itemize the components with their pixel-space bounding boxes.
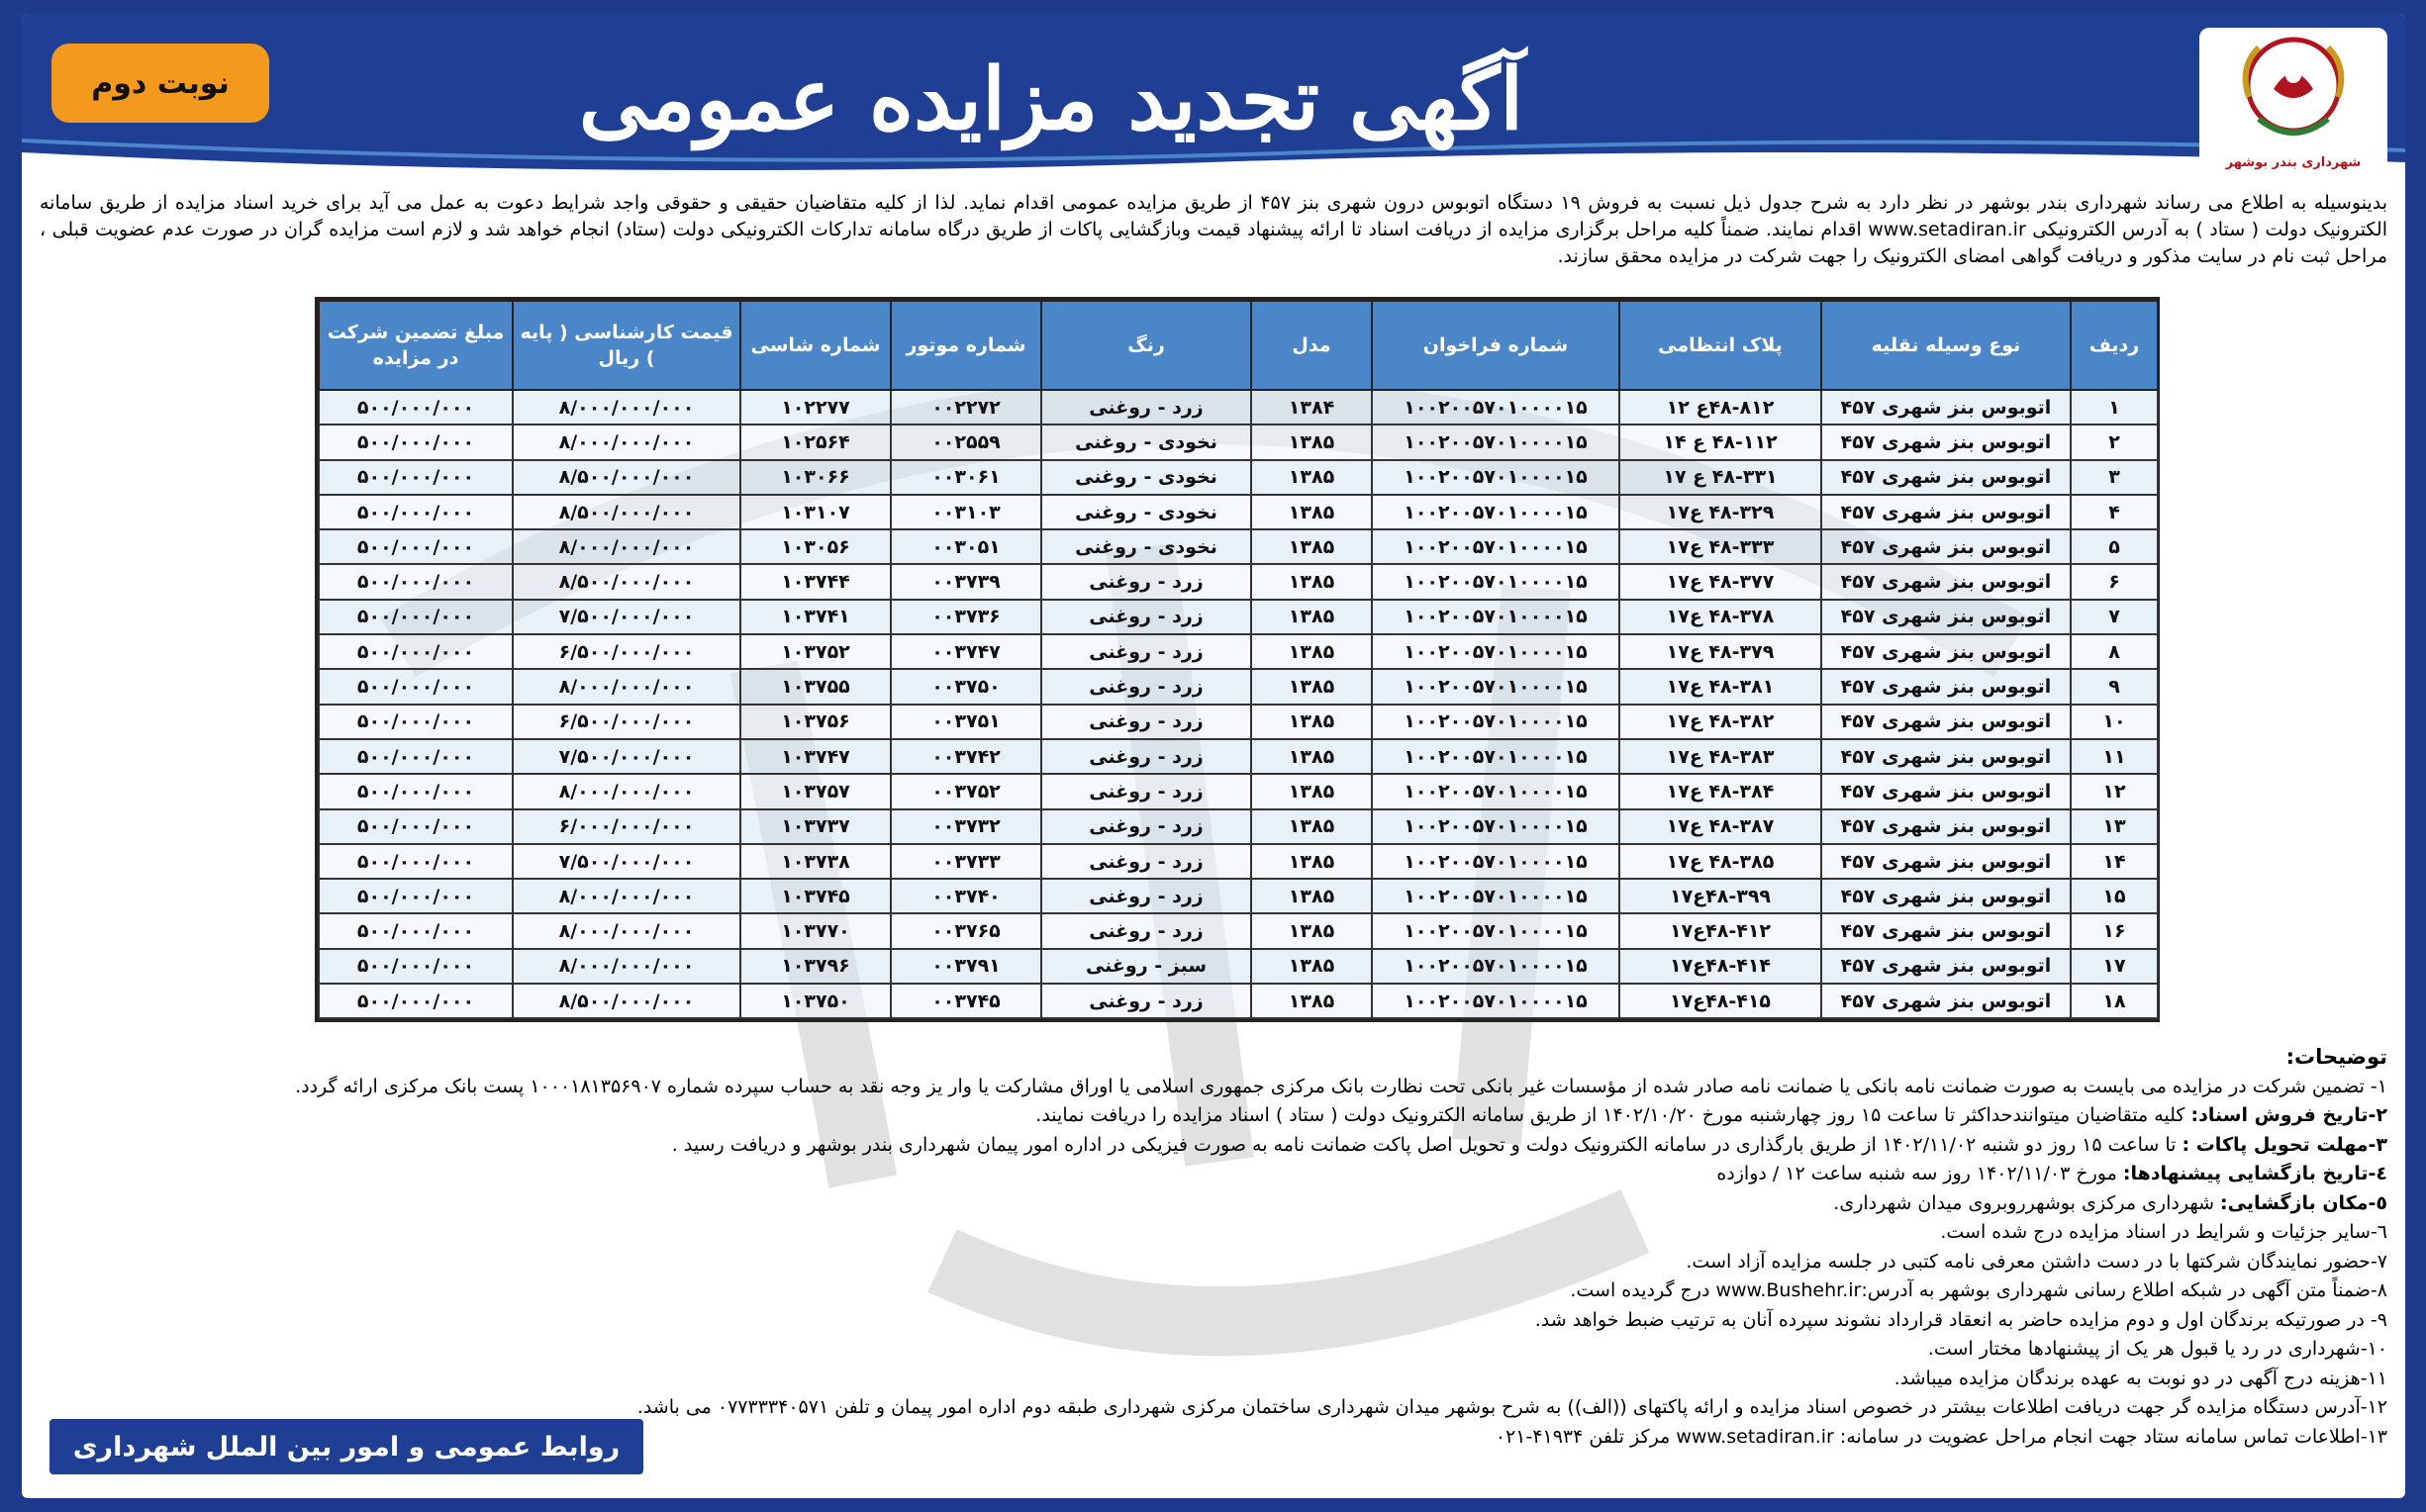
table-row — [319, 984, 2158, 1018]
cell-chassis-no: ۱۰۳۷۴۴ — [740, 564, 891, 599]
cell-engine-no: ۰۰۳۷۶۵ — [891, 913, 1041, 948]
cell-vehicle-type: اتوبوس بنز شهری ۴۵۷ — [1821, 739, 2071, 774]
cell-engine-no: ۰۰۳۰۶۱ — [891, 460, 1041, 495]
table-header-row — [319, 301, 2158, 390]
cell-base-price: ۸/۵۰۰/۰۰۰/۰۰۰ — [513, 984, 740, 1018]
cell-color: زرد - روغنی — [1041, 390, 1251, 425]
cell-call-number: ۱۰۰۲۰۰۵۷۰۱۰۰۰۰۱۵ — [1372, 984, 1619, 1018]
note-label: ۳-مهلت تحویل پاکات : — [2182, 1133, 2387, 1156]
note-text: شهرداری مرکزی بوشهرروبروی میدان شهرداری. — [1833, 1191, 2221, 1214]
cell-color: نخودی - روغنی — [1041, 460, 1251, 495]
cell-guarantee: ۵۰۰/۰۰۰/۰۰۰ — [319, 879, 513, 913]
note-item — [295, 1073, 2387, 1102]
table-row — [319, 425, 2158, 459]
cell-base-price: ۶/۰۰۰/۰۰۰/۰۰۰ — [513, 809, 740, 844]
cell-guarantee: ۵۰۰/۰۰۰/۰۰۰ — [319, 390, 513, 425]
cell-model: ۱۳۸۵ — [1251, 984, 1372, 1018]
cell-model: ۱۳۸۵ — [1251, 879, 1372, 913]
cell-color: نخودی - روغنی — [1041, 495, 1251, 529]
cell-row-no: ۱۸ — [2071, 984, 2158, 1018]
cell-vehicle-type: اتوبوس بنز شهری ۴۵۷ — [1821, 460, 2071, 495]
cell-row-no: ۱۶ — [2071, 913, 2158, 948]
cell-guarantee: ۵۰۰/۰۰۰/۰۰۰ — [319, 425, 513, 459]
cell-guarantee: ۵۰۰/۰۰۰/۰۰۰ — [319, 774, 513, 808]
cell-color: زرد - روغنی — [1041, 600, 1251, 634]
table-row — [319, 600, 2158, 634]
cell-call-number: ۱۰۰۲۰۰۵۷۰۱۰۰۰۰۱۵ — [1372, 495, 1619, 529]
cell-base-price: ۷/۵۰۰/۰۰۰/۰۰۰ — [513, 844, 740, 879]
cell-chassis-no: ۱۰۳۷۵۷ — [740, 774, 891, 808]
notes-title: توضیحات: — [2285, 1045, 2387, 1069]
note-item — [616, 1365, 2387, 1394]
table-row — [319, 390, 2158, 425]
cell-color: سبز - روغنی — [1041, 949, 1251, 984]
notes-list — [295, 1073, 2387, 1453]
cell-vehicle-type: اتوبوس بنز شهری ۴۵۷ — [1821, 949, 2071, 984]
note-item — [616, 1160, 2387, 1189]
table-row — [319, 774, 2158, 808]
cell-guarantee: ۵۰۰/۰۰۰/۰۰۰ — [319, 495, 513, 529]
cell-base-price: ۸/۰۰۰/۰۰۰/۰۰۰ — [513, 529, 740, 564]
cell-row-no: ۲ — [2071, 425, 2158, 459]
cell-call-number: ۱۰۰۲۰۰۵۷۰۱۰۰۰۰۱۵ — [1372, 600, 1619, 634]
col-header-engine-no: شماره موتور — [891, 301, 1041, 390]
cell-base-price: ۷/۵۰۰/۰۰۰/۰۰۰ — [513, 739, 740, 774]
cell-color: زرد - روغنی — [1041, 739, 1251, 774]
cell-guarantee: ۵۰۰/۰۰۰/۰۰۰ — [319, 564, 513, 599]
cell-plate: ۴۸-۳۸۱ ع۱۷ — [1619, 669, 1821, 704]
cell-row-no: ۱۲ — [2071, 774, 2158, 808]
cell-row-no: ۱۵ — [2071, 879, 2158, 913]
intro-line-2: ( ستاد ) به آدرس الکترونیکی www.setadiran.ir اقدام نمایند. ضمناً کلیه مراحل برگزاری مزایده از دریافت اسناد تا ارائه پیشنهاد قیمت وبازگشایی پاکات از طریق درگاه سامانه تدارکات الکترونیکی دولت (ستاد) انجام خواهد شد و لازم است مزایده گران در صورت عدم عضویت قبلی ، مراحل ثبت — [40, 219, 2387, 267]
cell-chassis-no: ۱۰۳۷۵۲ — [740, 634, 891, 669]
note-item — [616, 1276, 2387, 1306]
note-text: ۷-حضور نمایندگان شرکتها با در دست داشتن معرفی نامه کتبی در جلسه مزایده آزاد است. — [1686, 1250, 2387, 1273]
col-header-chassis-no: شماره شاسی — [740, 301, 891, 390]
cell-chassis-no: ۱۰۳۷۳۸ — [740, 844, 891, 879]
cell-base-price: ۸/۵۰۰/۰۰۰/۰۰۰ — [513, 564, 740, 599]
cell-row-no: ۴ — [2071, 495, 2158, 529]
cell-call-number: ۱۰۰۲۰۰۵۷۰۱۰۰۰۰۱۵ — [1372, 390, 1619, 425]
cell-base-price: ۶/۵۰۰/۰۰۰/۰۰۰ — [513, 634, 740, 669]
cell-engine-no: ۰۰۳۷۳۲ — [891, 809, 1041, 844]
cell-call-number: ۱۰۰۲۰۰۵۷۰۱۰۰۰۰۱۵ — [1372, 949, 1619, 984]
col-header-row-no: ردیف — [2071, 301, 2158, 390]
cell-color: نخودی - روغنی — [1041, 425, 1251, 459]
cell-chassis-no: ۱۰۳۰۶۶ — [740, 460, 891, 495]
col-header-vehicle-type: نوع وسیله نقلیه — [1821, 301, 2071, 390]
cell-guarantee: ۵۰۰/۰۰۰/۰۰۰ — [319, 669, 513, 704]
cell-base-price: ۸/۰۰۰/۰۰۰/۰۰۰ — [513, 425, 740, 459]
cell-vehicle-type: اتوبوس بنز شهری ۴۵۷ — [1821, 809, 2071, 844]
cell-model: ۱۳۸۵ — [1251, 495, 1372, 529]
cell-chassis-no: ۱۰۳۷۵۶ — [740, 705, 891, 739]
cell-plate: ۴۸-۱۱۲ ع ۱۴ — [1619, 425, 1821, 459]
bus-table — [315, 297, 2160, 1022]
cell-engine-no: ۰۰۳۷۴۲ — [891, 739, 1041, 774]
cell-base-price: ۸/۰۰۰/۰۰۰/۰۰۰ — [513, 774, 740, 808]
note-item — [616, 1131, 2387, 1161]
cell-row-no: ۱ — [2071, 390, 2158, 425]
cell-base-price: ۸/۰۰۰/۰۰۰/۰۰۰ — [513, 390, 740, 425]
table-row — [319, 564, 2158, 599]
col-header-guarantee: مبلغ تضمین شرکت در مزایده — [319, 301, 513, 390]
note-text: تا ساعت ۱۵ روز دو شنبه ۱۴۰۲/۱۱/۰۲ از طریق بارگذاری در سامانه الکترونیک دولت و تحویل اصل پاکت ضمانت نامه به صورت فیزیکی در اداره امور پیمان شهرداری بندر بوشهر و دریافت رسید . — [671, 1133, 2183, 1156]
cell-chassis-no: ۱۰۲۵۶۴ — [740, 425, 891, 459]
cell-engine-no: ۰۰۳۱۰۳ — [891, 495, 1041, 529]
cell-base-price: ۸/۵۰۰/۰۰۰/۰۰۰ — [513, 460, 740, 495]
note-text: ۱- تضمین شرکت در مزایده می بایست به صورت ضمانت نامه بانکی یا ضمانت نامه صادر شده از مؤسسات غیر بانکی تحت نظارت بانک مرکزی جمهوری اسلامی یا اوراق مشارکت یا وار یز وجه نقد به حساب سپرده شماره ۱۰۰۰۱۸۱۳۵۶۹۰۷ پست بانک مرکزی ارائه گردد. — [295, 1075, 2387, 1097]
cell-base-price: ۸/۰۰۰/۰۰۰/۰۰۰ — [513, 669, 740, 704]
cell-vehicle-type: اتوبوس بنز شهری ۴۵۷ — [1821, 669, 2071, 704]
note-text: ۱۱-هزینه درج آگهی در دو نوبت به عهده برندگان مزایده میباشد. — [1893, 1367, 2387, 1389]
cell-base-price: ۸/۵۰۰/۰۰۰/۰۰۰ — [513, 495, 740, 529]
cell-engine-no: ۰۰۳۷۳۶ — [891, 600, 1041, 634]
cell-call-number: ۱۰۰۲۰۰۵۷۰۱۰۰۰۰۱۵ — [1372, 739, 1619, 774]
cell-guarantee: ۵۰۰/۰۰۰/۰۰۰ — [319, 809, 513, 844]
table-row — [319, 669, 2158, 704]
note-text: کلیه متقاضیان میتوانندحداکثر تا ساعت ۱۵ روز چهارشنبه مورخ ۱۴۰۲/۱۰/۲۰ از طریق سامانه الکترونیک دولت ( ستاد ) اسناد مزایده را دریافت نمایند. — [1035, 1104, 2191, 1126]
cell-plate: ۴۸-۸۱۲ع ۱۲ — [1619, 390, 1821, 425]
cell-vehicle-type: اتوبوس بنز شهری ۴۵۷ — [1821, 774, 2071, 808]
emblem-icon — [2199, 28, 2387, 151]
cell-vehicle-type: اتوبوس بنز شهری ۴۵۷ — [1821, 600, 2071, 634]
cell-vehicle-type: اتوبوس بنز شهری ۴۵۷ — [1821, 879, 2071, 913]
cell-color: زرد - روغنی — [1041, 984, 1251, 1018]
cell-row-no: ۱۱ — [2071, 739, 2158, 774]
cell-chassis-no: ۱۰۳۱۰۷ — [740, 495, 891, 529]
cell-row-no: ۱۷ — [2071, 949, 2158, 984]
cell-vehicle-type: اتوبوس بنز شهری ۴۵۷ — [1821, 984, 2071, 1018]
cell-color: زرد - روغنی — [1041, 913, 1251, 948]
cell-base-price: ۶/۵۰۰/۰۰۰/۰۰۰ — [513, 705, 740, 739]
cell-plate: ۴۸-۳۳۱ ع ۱۷ — [1619, 460, 1821, 495]
cell-plate: ۴۸-۳۸۳ ع۱۷ — [1619, 739, 1821, 774]
cell-model: ۱۳۸۵ — [1251, 844, 1372, 879]
cell-chassis-no: ۱۰۲۲۷۷ — [740, 390, 891, 425]
cell-engine-no: ۰۰۳۷۵۲ — [891, 774, 1041, 808]
cell-plate: ۴۸-۳۷۷ ع۱۷ — [1619, 564, 1821, 599]
cell-call-number: ۱۰۰۲۰۰۵۷۰۱۰۰۰۰۱۵ — [1372, 634, 1619, 669]
cell-call-number: ۱۰۰۲۰۰۵۷۰۱۰۰۰۰۱۵ — [1372, 705, 1619, 739]
cell-engine-no: ۰۰۳۷۵۱ — [891, 705, 1041, 739]
cell-row-no: ۱۳ — [2071, 809, 2158, 844]
cell-chassis-no: ۱۰۳۷۳۷ — [740, 809, 891, 844]
cell-vehicle-type: اتوبوس بنز شهری ۴۵۷ — [1821, 705, 2071, 739]
cell-chassis-no: ۱۰۳۷۹۶ — [740, 949, 891, 984]
cell-plate: ۴۸-۳۹۹ع۱۷ — [1619, 879, 1821, 913]
cell-model: ۱۳۸۵ — [1251, 774, 1372, 808]
round-badge: نوبت دوم — [51, 44, 269, 123]
cell-engine-no: ۰۰۳۷۹۱ — [891, 949, 1041, 984]
footer-department: روابط عمومی و امور بین الملل شهرداری — [49, 1419, 643, 1474]
note-text: ۱۰-شهرداری در رد یا قبول هر یک از پیشنهادها مختار است. — [1927, 1338, 2387, 1360]
cell-model: ۱۳۸۵ — [1251, 564, 1372, 599]
cell-engine-no: ۰۰۳۷۵۰ — [891, 669, 1041, 704]
cell-engine-no: ۰۰۳۷۴۵ — [891, 984, 1041, 1018]
cell-vehicle-type: اتوبوس بنز شهری ۴۵۷ — [1821, 913, 2071, 948]
cell-model: ۱۳۸۵ — [1251, 669, 1372, 704]
cell-chassis-no: ۱۰۳۷۴۱ — [740, 600, 891, 634]
cell-color: نخودی - روغنی — [1041, 529, 1251, 564]
cell-model: ۱۳۸۵ — [1251, 705, 1372, 739]
intro-line-3: نام در سایت مذکور و دریافت گواهی امضای الکترونیک را جهت شرکت در مزایده محقق سازند. — [1557, 245, 2295, 267]
cell-model: ۱۳۸۵ — [1251, 634, 1372, 669]
note-text: ۹- در صورتیکه برندگان اول و دوم مزایده حاضر به انعقاد قرارداد نشوند سپرده آنان به ترتیب ضبط خواهد شد. — [1534, 1308, 2387, 1331]
cell-color: زرد - روغنی — [1041, 774, 1251, 808]
cell-color: زرد - روغنی — [1041, 705, 1251, 739]
cell-call-number: ۱۰۰۲۰۰۵۷۰۱۰۰۰۰۱۵ — [1372, 774, 1619, 808]
table-row — [319, 705, 2158, 739]
cell-vehicle-type: اتوبوس بنز شهری ۴۵۷ — [1821, 529, 2071, 564]
cell-call-number: ۱۰۰۲۰۰۵۷۰۱۰۰۰۰۱۵ — [1372, 669, 1619, 704]
notes-section — [295, 1043, 2387, 1452]
table-row — [319, 634, 2158, 669]
table-row — [319, 913, 2158, 948]
note-text: مورخ ۱۴۰۲/۱۱/۰۳ روز سه شنبه ساعت ۱۲ / دوازده — [1716, 1163, 2123, 1184]
note-label: ٥-مکان بازگشایی: — [2220, 1191, 2387, 1214]
cell-model: ۱۳۸۵ — [1251, 809, 1372, 844]
cell-guarantee: ۵۰۰/۰۰۰/۰۰۰ — [319, 844, 513, 879]
cell-vehicle-type: اتوبوس بنز شهری ۴۵۷ — [1821, 844, 2071, 879]
col-header-call-number: شماره فراخوان — [1372, 301, 1619, 390]
cell-guarantee: ۵۰۰/۰۰۰/۰۰۰ — [319, 984, 513, 1018]
note-item — [616, 1189, 2387, 1219]
cell-chassis-no: ۱۰۳۷۴۷ — [740, 739, 891, 774]
cell-call-number: ۱۰۰۲۰۰۵۷۰۱۰۰۰۰۱۵ — [1372, 529, 1619, 564]
logo-caption: شهرداری بندر بوشهر — [2225, 155, 2362, 170]
col-header-model: مدل — [1251, 301, 1372, 390]
table-row — [319, 739, 2158, 774]
cell-base-price: ۷/۵۰۰/۰۰۰/۰۰۰ — [513, 600, 740, 634]
table-row — [319, 844, 2158, 879]
cell-model: ۱۳۸۵ — [1251, 600, 1372, 634]
cell-call-number: ۱۰۰۲۰۰۵۷۰۱۰۰۰۰۱۵ — [1372, 425, 1619, 459]
cell-plate: ۴۸-۴۱۵ع۱۷ — [1619, 984, 1821, 1018]
cell-plate: ۴۸-۳۲۹ ع۱۷ — [1619, 495, 1821, 529]
cell-model: ۱۳۸۵ — [1251, 949, 1372, 984]
cell-row-no: ۹ — [2071, 669, 2158, 704]
note-text: ۱۲-آدرس دستگاه مزایده گر جهت دریافت اطلاعات بیشتر در خصوص اسناد مزایده و ارائه پاکتهای ((الف)) به شرح بوشهر میدان شهرداری ساختمان مرکزی شهرداری طبقه دوم اداره امور پیمان و تلفن ۰۷۷۳۳۳۴۰۵۷۱ می باشد. — [636, 1396, 2387, 1418]
cell-chassis-no: ۱۰۳۷۴۵ — [740, 879, 891, 913]
cell-engine-no: ۰۰۳۷۴۰ — [891, 879, 1041, 913]
cell-model: ۱۳۸۵ — [1251, 425, 1372, 459]
note-item — [616, 1335, 2387, 1365]
cell-row-no: ۱۴ — [2071, 844, 2158, 879]
note-item — [616, 1423, 2387, 1453]
cell-row-no: ۷ — [2071, 600, 2158, 634]
notice-sheet — [22, 14, 2405, 1498]
cell-color: زرد - روغنی — [1041, 669, 1251, 704]
cell-model: ۱۳۸۵ — [1251, 529, 1372, 564]
cell-call-number: ۱۰۰۲۰۰۵۷۰۱۰۰۰۰۱۵ — [1372, 844, 1619, 879]
cell-chassis-no: ۱۰۳۷۵۵ — [740, 669, 891, 704]
cell-base-price: ۸/۰۰۰/۰۰۰/۰۰۰ — [513, 949, 740, 984]
note-text: ۱۳-اطلاعات تماس سامانه ستاد جهت انجام مراحل عضویت در سامانه: www.setadiran.ir مرکز تلفن ۴۱۹۳۴-۰۲۱ — [1495, 1425, 2387, 1448]
note-label: ۲-تاریخ فروش اسناد: — [2190, 1104, 2387, 1126]
cell-guarantee: ۵۰۰/۰۰۰/۰۰۰ — [319, 600, 513, 634]
cell-row-no: ۱۰ — [2071, 705, 2158, 739]
cell-guarantee: ۵۰۰/۰۰۰/۰۰۰ — [319, 634, 513, 669]
cell-plate: ۴۸-۳۸۴ ع۱۷ — [1619, 774, 1821, 808]
cell-plate: ۴۸-۳۸۷ ع۱۷ — [1619, 809, 1821, 844]
cell-color: زرد - روغنی — [1041, 809, 1251, 844]
note-item — [616, 1218, 2387, 1248]
cell-plate: ۴۸-۴۱۴ع۱۷ — [1619, 949, 1821, 984]
intro-line-1: بدینوسیله به اطلاع می رساند شهرداری بندر بوشهر در نظر دارد به شرح جدول ذیل نسبت به فروش ۱۹ دستگاه اتوبوس درون شهری بنز ۴۵۷ از طریق مزایده عمومی اقدام نماید. لذا از کلیه متقاضیان حقیقی و حقوقی واجد شرایط دعوت به عمل می آید برای خرید اسناد مزایده از طریق سامانه الکترونیک دولت — [40, 192, 2387, 240]
cell-call-number: ۱۰۰۲۰۰۵۷۰۱۰۰۰۰۱۵ — [1372, 564, 1619, 599]
page-title: آگهی تجدید مزایده عمومی — [578, 49, 1524, 149]
note-label: ٤-تاریخ بازگشایی پیشنهادها: — [2122, 1163, 2387, 1184]
cell-chassis-no: ۱۰۳۷۷۰ — [740, 913, 891, 948]
cell-call-number: ۱۰۰۲۰۰۵۷۰۱۰۰۰۰۱۵ — [1372, 460, 1619, 495]
note-item — [616, 1101, 2387, 1131]
cell-plate: ۴۸-۳۸۵ ع۱۷ — [1619, 844, 1821, 879]
note-item — [616, 1248, 2387, 1277]
table-row — [319, 495, 2158, 529]
cell-color: زرد - روغنی — [1041, 879, 1251, 913]
cell-guarantee: ۵۰۰/۰۰۰/۰۰۰ — [319, 949, 513, 984]
intro-paragraph — [40, 190, 2387, 270]
cell-vehicle-type: اتوبوس بنز شهری ۴۵۷ — [1821, 564, 2071, 599]
cell-call-number: ۱۰۰۲۰۰۵۷۰۱۰۰۰۰۱۵ — [1372, 879, 1619, 913]
table-row — [319, 460, 2158, 495]
table-row — [319, 809, 2158, 844]
table-row — [319, 949, 2158, 984]
note-text: ۸-ضمناً متن آگهی در شبکه اطلاع رسانی شهرداری بوشهر به آدرس:www.Bushehr.ir درج گردیده است. — [1570, 1279, 2387, 1301]
cell-plate: ۴۸-۳۸۲ ع۱۷ — [1619, 705, 1821, 739]
cell-vehicle-type: اتوبوس بنز شهری ۴۵۷ — [1821, 634, 2071, 669]
cell-engine-no: ۰۰۲۵۵۹ — [891, 425, 1041, 459]
cell-guarantee: ۵۰۰/۰۰۰/۰۰۰ — [319, 739, 513, 774]
table-row — [319, 879, 2158, 913]
cell-plate: ۴۸-۴۱۲ع۱۷ — [1619, 913, 1821, 948]
cell-vehicle-type: اتوبوس بنز شهری ۴۵۷ — [1821, 425, 2071, 459]
table-row — [319, 529, 2158, 564]
cell-color: زرد - روغنی — [1041, 564, 1251, 599]
col-header-color: رنگ — [1041, 301, 1251, 390]
municipality-logo — [2199, 28, 2387, 176]
table-body — [319, 390, 2158, 1018]
cell-model: ۱۳۸۵ — [1251, 460, 1372, 495]
cell-engine-no: ۰۰۳۷۴۷ — [891, 634, 1041, 669]
note-item — [616, 1393, 2387, 1423]
cell-plate: ۴۸-۳۷۸ ع۱۷ — [1619, 600, 1821, 634]
cell-color: زرد - روغنی — [1041, 634, 1251, 669]
cell-guarantee: ۵۰۰/۰۰۰/۰۰۰ — [319, 460, 513, 495]
header-band — [22, 14, 2405, 182]
cell-row-no: ۳ — [2071, 460, 2158, 495]
cell-base-price: ۸/۰۰۰/۰۰۰/۰۰۰ — [513, 879, 740, 913]
cell-guarantee: ۵۰۰/۰۰۰/۰۰۰ — [319, 913, 513, 948]
col-header-plate: پلاک انتظامی — [1619, 301, 1821, 390]
cell-guarantee: ۵۰۰/۰۰۰/۰۰۰ — [319, 529, 513, 564]
cell-engine-no: ۰۰۲۲۷۲ — [891, 390, 1041, 425]
cell-engine-no: ۰۰۳۷۳۳ — [891, 844, 1041, 879]
cell-engine-no: ۰۰۳۷۳۹ — [891, 564, 1041, 599]
cell-plate: ۴۸-۳۳۳ ع۱۷ — [1619, 529, 1821, 564]
cell-model: ۱۳۸۵ — [1251, 913, 1372, 948]
cell-chassis-no: ۱۰۳۷۵۰ — [740, 984, 891, 1018]
cell-guarantee: ۵۰۰/۰۰۰/۰۰۰ — [319, 705, 513, 739]
cell-vehicle-type: اتوبوس بنز شهری ۴۵۷ — [1821, 495, 2071, 529]
cell-call-number: ۱۰۰۲۰۰۵۷۰۱۰۰۰۰۱۵ — [1372, 913, 1619, 948]
col-header-base-price: قیمت کارشناسی ( پایه ) ریال — [513, 301, 740, 390]
cell-base-price: ۸/۰۰۰/۰۰۰/۰۰۰ — [513, 913, 740, 948]
cell-row-no: ۶ — [2071, 564, 2158, 599]
cell-color: زرد - روغنی — [1041, 844, 1251, 879]
cell-plate: ۴۸-۳۷۹ ع۱۷ — [1619, 634, 1821, 669]
cell-call-number: ۱۰۰۲۰۰۵۷۰۱۰۰۰۰۱۵ — [1372, 809, 1619, 844]
cell-model: ۱۳۸۵ — [1251, 739, 1372, 774]
cell-row-no: ۵ — [2071, 529, 2158, 564]
cell-engine-no: ۰۰۳۰۵۱ — [891, 529, 1041, 564]
cell-vehicle-type: اتوبوس بنز شهری ۴۵۷ — [1821, 390, 2071, 425]
cell-row-no: ۸ — [2071, 634, 2158, 669]
cell-chassis-no: ۱۰۳۰۵۶ — [740, 529, 891, 564]
cell-model: ۱۳۸۴ — [1251, 390, 1372, 425]
note-item — [616, 1306, 2387, 1336]
note-text: ٦-سایر جزئیات و شرایط در اسناد مزایده درج شده است. — [1940, 1221, 2387, 1243]
